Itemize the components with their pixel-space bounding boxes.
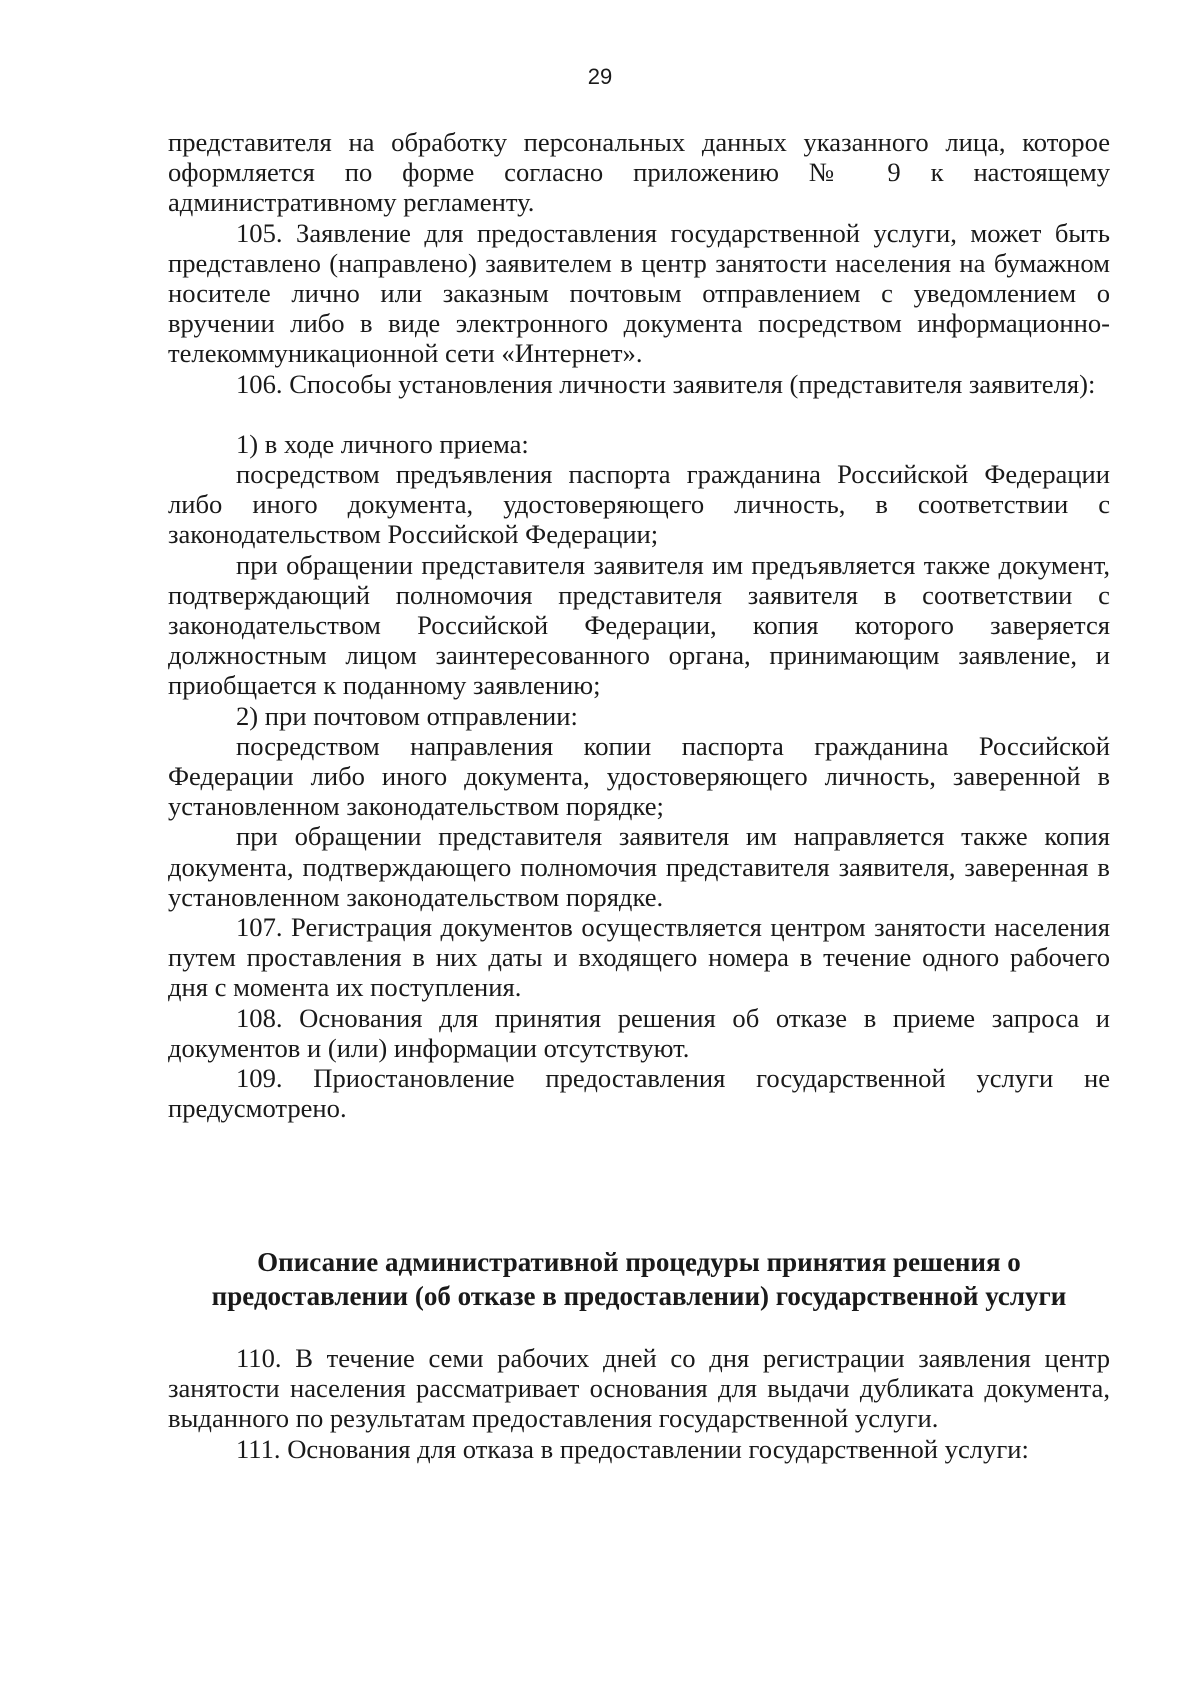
paragraph-109: 109. Приостановление предоставления государственной услуги не предусмотрено. — [168, 1063, 1110, 1124]
body-text-bottom — [168, 1343, 1110, 1464]
paragraph-106-item-1: 1) в ходе личного приема: — [236, 428, 529, 459]
section-heading-line-1: Описание административной процедуры принятия решения о — [257, 1247, 1021, 1277]
paragraph-106-item-2: 2) при почтовом отправлении: — [236, 700, 578, 731]
paragraph-continuation: представителя на обработку персональных данных указанного лица, которое оформляется по форме согласно приложению № 9 к настоящему административному регламенту. — [168, 127, 1110, 218]
section-heading-line-2: предоставлении (об отказе в предоставлении) государственной услуги — [211, 1281, 1067, 1311]
paragraph-106-item-1-a: посредством предъявления паспорта гражданина Российской Федерации либо иного документа, удостоверяющего личность, в соответствии с законодательством Российской Федерации; — [168, 459, 1110, 550]
section-heading — [168, 1245, 1110, 1313]
body-text-top — [168, 127, 1110, 1124]
page-number: 29 — [587, 64, 613, 89]
paragraph-107: 107. Регистрация документов осуществляется центром занятости населения путем проставления в них даты и входящего номера в течение одного рабочего дня с момента их поступления. — [168, 912, 1110, 1003]
paragraph-106-item-1-b: при обращении представителя заявителя им предъявляется также документ, подтверждающий полномочия представителя заявителя в соответствии с законодательством Российской Федерации, копия которого заверяется должностным лицом заинтересованного органа, принимающим заявление, и приобщается к поданному заявлению; — [168, 549, 1110, 701]
paragraph-111: 111. Основания для отказа в предоставлении государственной услуги: — [236, 1433, 1029, 1464]
paragraph-108: 108. Основания для принятия решения об отказе в приеме запроса и документов и (или) информации отсутствуют. — [168, 1002, 1110, 1063]
paragraph-105: 105. Заявление для предоставления государственной услуги, может быть представлено (направлено) заявителем в центр занятости населения на бумажном носителе лично или заказным почтовым отправлением с уведомлением о вручении либо в виде электронного документа посредством информационно-телекоммуникационной сети «Интернет». — [168, 217, 1110, 369]
paragraph-106-item-2-b: при обращении представителя заявителя им направляется также копия документа, подтверждающего полномочия представителя заявителя, заверенная в установленном законодательством порядке. — [168, 821, 1110, 912]
paragraph-106-item-2-a: посредством направления копии паспорта гражданина Российской Федерации либо иного документа, удостоверяющего личность, заверенной в установленном законодательством порядке; — [168, 730, 1110, 822]
paragraph-106: 106. Способы установления личности заявителя (представителя заявителя): — [236, 368, 1096, 399]
paragraph-110: 110. В течение семи рабочих дней со дня регистрации заявления центр занятости населения рассматривает основания для выдачи дубликата документа, выданного по результатам предоставления государственной услуги. — [168, 1343, 1110, 1434]
